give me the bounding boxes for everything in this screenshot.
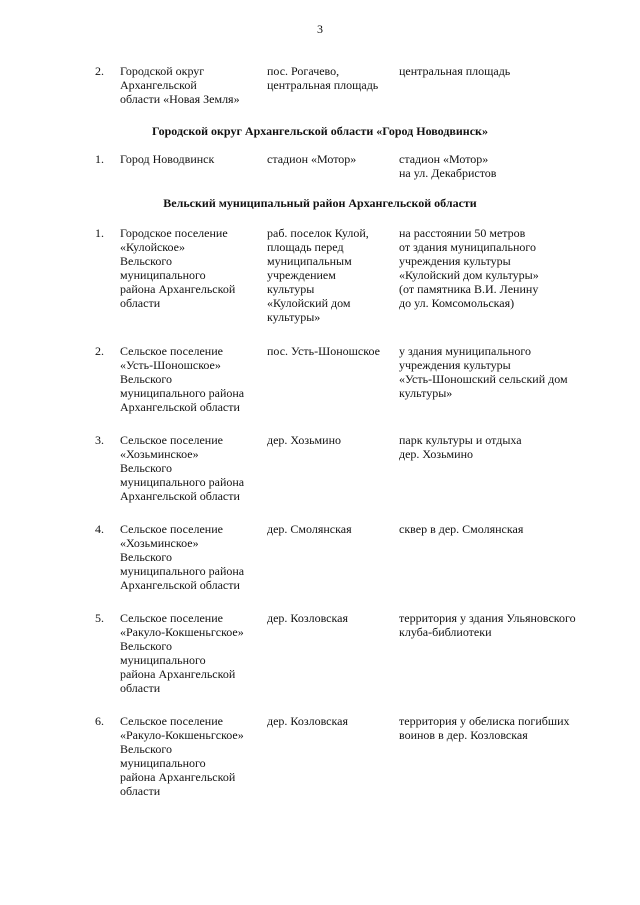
municipality-cell: Сельское поселение «Хозьминское» Вельского муниципального района Архангельской области: [120, 522, 245, 592]
place-cell: стадион «Мотор» на ул. Декабристов: [399, 152, 497, 180]
row-number: 4.: [95, 522, 104, 536]
municipality-cell: Городское поселение «Кулойское» Вельского муниципального района Архангельской области: [120, 226, 236, 310]
section-heading: Вельский муниципальный район Архангельской области: [163, 196, 477, 210]
municipality-cell: Город Новодвинск: [120, 152, 215, 166]
row-number: 2.: [95, 64, 104, 78]
row-number: 1.: [95, 152, 104, 166]
place-cell: центральная площадь: [399, 64, 511, 78]
section-heading: Городской округ Архангельской области «Город Новодвинск»: [152, 124, 488, 138]
location-cell: пос. Усть-Шоношское: [267, 344, 380, 358]
location-cell: дер. Смолянская: [267, 522, 352, 536]
place-cell: парк культуры и отдыха дер. Хозьмино: [399, 433, 522, 461]
place-cell: на расстоянии 50 метров от здания муниципального учреждения культуры «Кулойский дом культуры» (от памятника В.И. Ленину до ул. Комсомольская): [399, 226, 539, 310]
row-number: 5.: [95, 611, 104, 625]
place-cell: территория у здания Ульяновского клуба-библиотеки: [399, 611, 576, 639]
row-number: 2.: [95, 344, 104, 358]
row-number: 1.: [95, 226, 104, 240]
page-number: 3: [317, 22, 323, 36]
row-number: 6.: [95, 714, 104, 728]
place-cell: сквер в дер. Смолянская: [399, 522, 524, 536]
municipality-cell: Сельское поселение «Хозьминское» Вельского муниципального района Архангельской области: [120, 433, 245, 503]
place-cell: территория у обелиска погибших воинов в дер. Козловская: [399, 714, 570, 742]
location-cell: дер. Хозьмино: [267, 433, 341, 447]
municipality-cell: Городской округ Архангельской области «Новая Земля»: [120, 64, 240, 106]
municipality-cell: Сельское поселение «Ракуло-Кокшеньгское» Вельского муниципального района Архангельской области: [120, 611, 244, 695]
municipality-cell: Сельское поселение «Ракуло-Кокшеньгское» Вельского муниципального района Архангельской области: [120, 714, 244, 798]
location-cell: дер. Козловская: [267, 714, 348, 728]
municipality-cell: Сельское поселение «Усть-Шоношское» Вельского муниципального района Архангельской области: [120, 344, 245, 414]
row-number: 3.: [95, 433, 104, 447]
location-cell: дер. Козловская: [267, 611, 348, 625]
location-cell: раб. поселок Кулой, площадь перед муниципальным учреждением культуры «Кулойский дом культуры»: [267, 226, 369, 324]
location-cell: пос. Рогачево, центральная площадь: [267, 64, 379, 92]
location-cell: стадион «Мотор»: [267, 152, 357, 166]
place-cell: у здания муниципального учреждения культуры «Усть-Шоношский сельский дом культуры»: [399, 344, 568, 400]
